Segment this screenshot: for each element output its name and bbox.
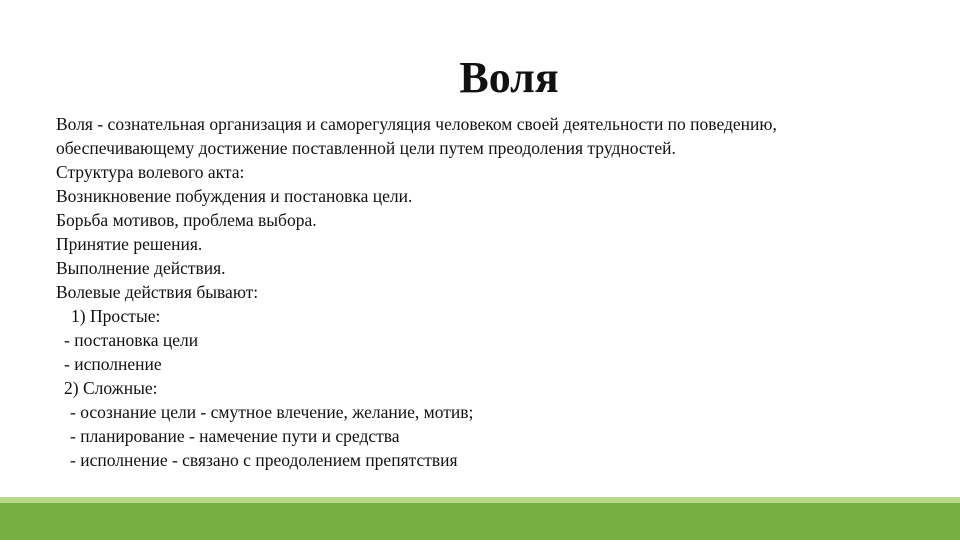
text-line-definition-2: обеспечивающему достижение поставленной цели путем преодоления трудностей.	[56, 138, 676, 158]
footer-accent-bar	[0, 503, 960, 540]
text-line-structure-step-1: Возникновение побуждения и постановка цели.	[56, 186, 413, 206]
text-line-structure-step-3: Принятие решения.	[56, 234, 203, 254]
text-line-structure-step-2: Борьба мотивов, проблема выбора.	[56, 210, 317, 230]
slide-title: Воля	[459, 53, 559, 102]
text-line-definition-1: Воля - сознательная организация и саморегуляция человеком своей деятельности по поведению,	[56, 114, 777, 134]
text-line-types-heading: Волевые действия бывают:	[56, 282, 259, 302]
text-line-complex-heading: 2) Сложные:	[64, 378, 158, 398]
text-line-simple-item-2: - исполнение	[64, 354, 162, 374]
text-line-simple-heading: 1) Простые:	[71, 306, 161, 326]
text-line-complex-item-2: - планирование - намечение пути и средства	[70, 426, 400, 446]
text-line-complex-item-3: - исполнение - связано с преодолением препятствия	[70, 450, 458, 470]
text-line-structure-heading: Структура волевого акта:	[56, 162, 245, 182]
slide-body	[56, 112, 936, 472]
text-line-structure-step-4: Выполнение действия.	[56, 258, 226, 278]
text-line-complex-item-1: - осознание цели - смутное влечение, желание, мотив;	[70, 402, 474, 422]
text-line-simple-item-1: - постановка цели	[64, 330, 199, 350]
